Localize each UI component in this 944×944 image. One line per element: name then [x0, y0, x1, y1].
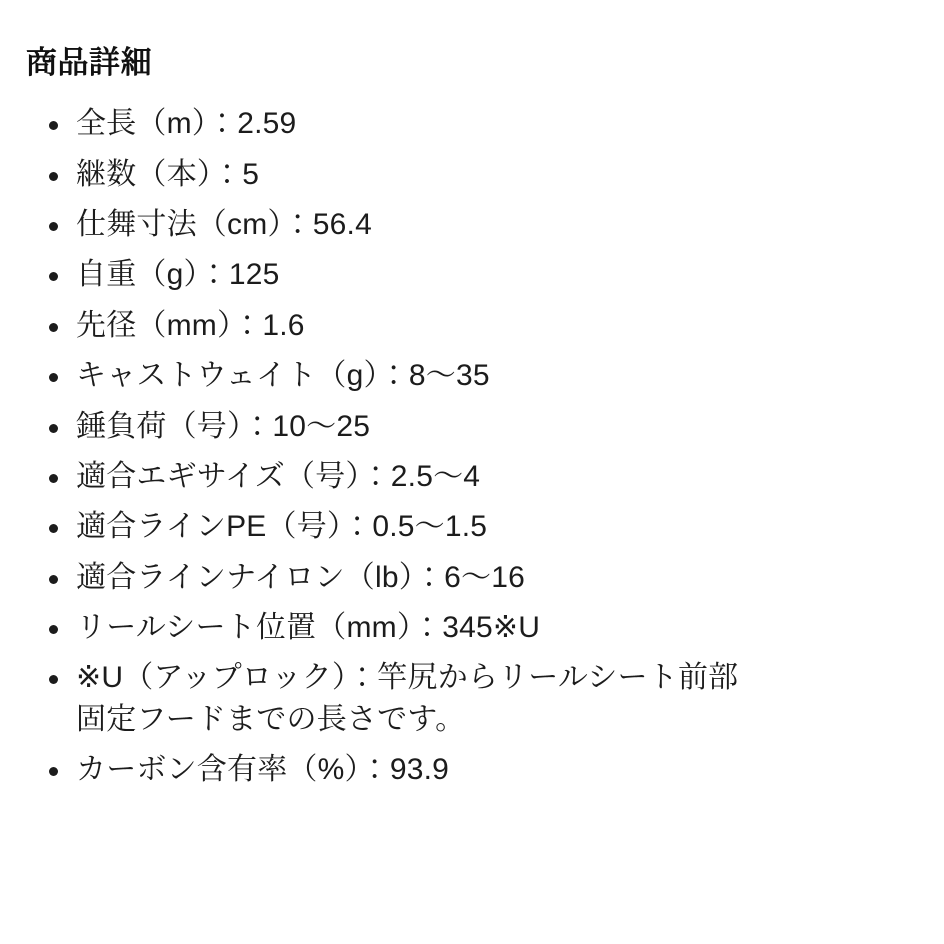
spec-text: カーボン含有率（%）：93.9 [76, 753, 450, 787]
spec-text: 自重（g）：125 [76, 258, 280, 292]
list-item [26, 305, 918, 346]
list-item [26, 657, 918, 740]
spec-text: 継数（本）：5 [76, 157, 260, 191]
spec-text: 適合エギサイズ（号）：2.5〜4 [76, 459, 481, 493]
spec-text: リールシート位置（mm）：345※U [76, 611, 541, 645]
list-item [26, 749, 918, 790]
spec-list [26, 103, 918, 790]
list-item [26, 406, 918, 447]
list-item [26, 456, 918, 497]
list-item [26, 607, 918, 648]
list-item [26, 154, 918, 195]
list-item [26, 204, 918, 245]
spec-text: キャストウェイト（g）：8〜35 [76, 359, 490, 393]
spec-text: 先径（mm）：1.6 [76, 308, 305, 342]
list-item [26, 254, 918, 295]
spec-text: 全長（m）：2.59 [76, 107, 297, 141]
spec-text: 適合ラインPE（号）：0.5〜1.5 [76, 510, 488, 544]
list-item [26, 506, 918, 547]
spec-text: ※U（アップロック）：竿尻からリールシート前部 固定フードまでの長さです。 [76, 661, 739, 736]
list-item [26, 103, 918, 144]
spec-text: 錘負荷（号）：10〜25 [76, 409, 371, 443]
list-item [26, 355, 918, 396]
spec-text: 仕舞寸法（cm）：56.4 [76, 207, 372, 241]
spec-text: 適合ラインナイロン（lb）：6〜16 [76, 560, 526, 594]
list-item [26, 557, 918, 598]
page-title: 商品詳細 [26, 45, 152, 80]
